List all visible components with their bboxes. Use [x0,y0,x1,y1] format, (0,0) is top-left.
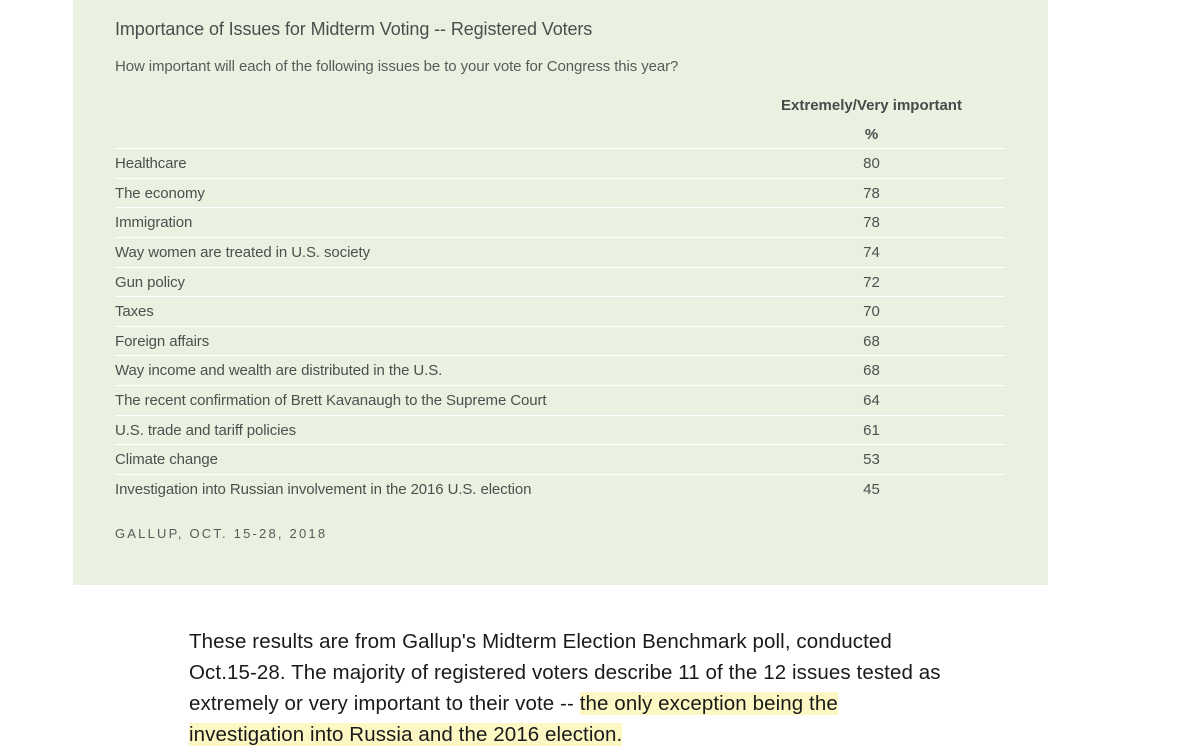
row-label: Way income and wealth are distributed in the U.S. [115,362,443,380]
row-value: 70 [863,303,880,321]
row-label: Gun policy [115,273,185,291]
row-label: The economy [115,184,205,202]
column-unit: % [864,126,879,143]
row-value: 68 [863,362,880,380]
table-row [115,385,1005,415]
table-row [115,296,1005,326]
row-label: Climate change [115,451,218,469]
row-label: Foreign affairs [115,332,210,350]
row-value: 78 [863,214,880,232]
table-title: Importance of Issues for Midterm Voting -- Registered Voters [115,19,593,39]
table-row [115,237,1005,267]
row-value: 74 [863,243,880,261]
row-value: 68 [863,332,880,350]
row-label: Healthcare [115,155,187,172]
row-value: 72 [863,273,880,291]
row-value: 80 [863,155,880,172]
table-row [115,444,1005,474]
table-row [115,207,1005,237]
table-row [115,474,1005,504]
row-label: Way women are treated in U.S. society [115,243,371,261]
row-label: Immigration [115,214,193,232]
table-row [115,178,1005,208]
column-header: Extremely/Very important [781,97,962,114]
table-row [115,148,1005,178]
row-value: 61 [863,421,880,439]
table-body [115,148,1005,504]
table-row [115,267,1005,297]
row-value: 53 [863,451,880,469]
article-paragraph [189,626,949,750]
row-label: Investigation into Russian involvement in the 2016 U.S. election [115,481,532,499]
table-row [115,326,1005,356]
table-row [115,415,1005,445]
table-panel [73,0,1048,585]
row-label: The recent confirmation of Brett Kavanaugh to the Supreme Court [115,392,547,410]
source-credit: GALLUP, OCT. 15-28, 2018 [115,526,328,541]
row-value: 45 [863,481,880,499]
article-text: These results are from Gallup's Midterm Election Benchmark poll, conducted Oct.15-28. The majority of registered voters describe 11 of the 12 issues tested as extremely or very important to their vote -- [189,630,941,715]
row-label: U.S. trade and tariff policies [115,421,296,439]
row-label: Taxes [115,303,154,321]
row-value: 64 [863,392,880,410]
table-subtitle: How important will each of the following issues be to your vote for Congress this year? [115,58,679,75]
row-value: 78 [863,184,880,202]
highlighted-text: the only exception being the investigation into Russia and the 2016 election. [189,692,838,746]
table-row [115,355,1005,385]
